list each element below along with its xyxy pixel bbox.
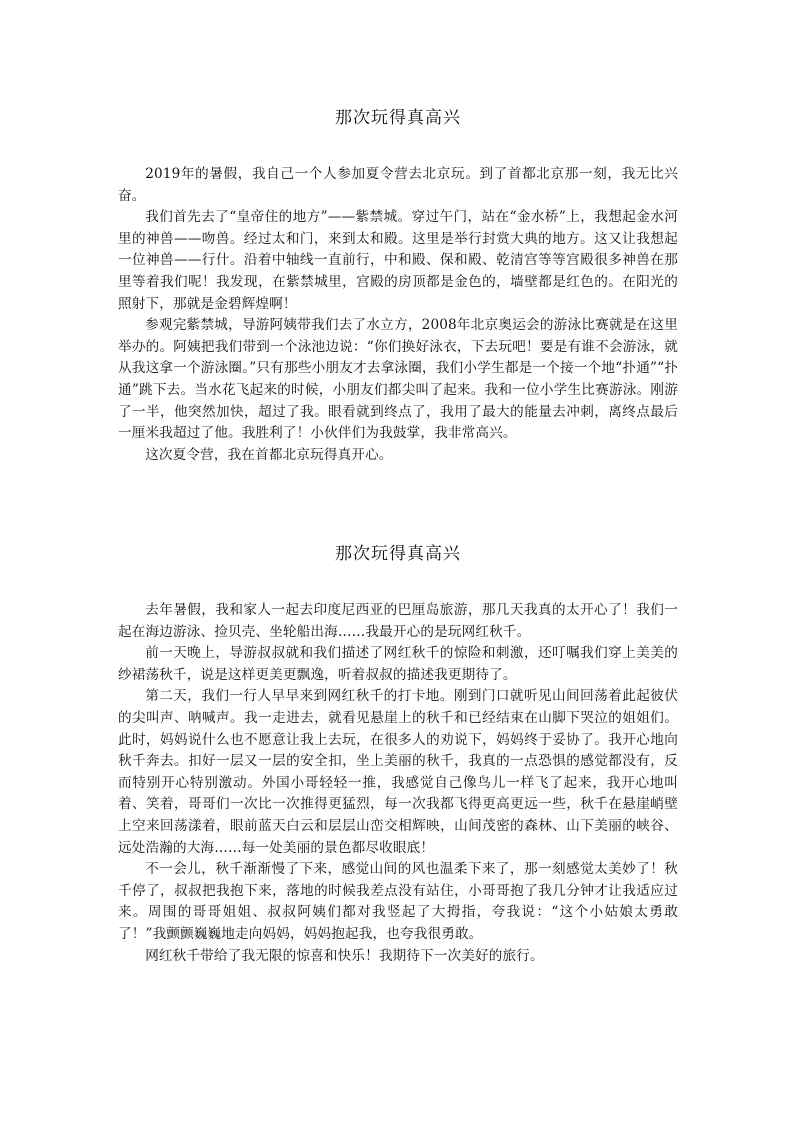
article-2-paragraph-5: 网红秋千带给了我无限的惊喜和快乐！我期待下一次美好的旅行。 (145, 947, 544, 964)
article-2 (118, 542, 678, 967)
article-1-paragraph-1: 2019年的暑假，我自己一个人参加夏令营去北京玩。到了首都北京那一刻，我无比兴奋。 (118, 166, 678, 204)
article-2-paragraph-4: 不一会儿，秋千渐渐慢了下来，感觉山间的风也温柔下来了，那一刻感觉太美妙了！秋千停了，叔叔把我抱下来，落地的时候我差点没有站住，小哥哥抱了我几分钟才让我适应过来。周围的哥哥姐姐、叔叔阿姨们都对我竖起了大拇指，夸我说：“这个小姑娘太勇敢了！”我颤颤巍巍地走向妈妈，妈妈抱起我，也夸我很勇敢。 (118, 861, 678, 942)
article-1-title: 那次玩得真高兴 (335, 108, 461, 128)
article-1-paragraph-4: 这次夏令营，我在首都北京玩得真开心。 (145, 446, 393, 463)
article-1-paragraph-3: 参观完紫禁城，导游阿姨带我们去了水立方，2008年北京奥运会的游泳比赛就是在这里举办的。阿姨把我们带到一个泳池边说：“你们换好泳衣，下去玩吧！要是有谁不会游泳，就从我这拿一个游泳圈。”只有那些小朋友才去拿泳圈，我们小学生都是一个接一个地“扑通”“扑通”跳下去。当水花飞起来的时候，小朋友们都尖叫了起来。我和一位小学生比赛游泳。刚游了一半，他突然加快，超过了我。眼看就到终点了，我用了最大的能量去冲刺，离终点最后一厘米我超过了他。我胜利了！小伙伴们为我鼓掌，我非常高兴。 (118, 317, 678, 442)
article-1 (118, 106, 678, 466)
article-2-paragraph-3: 第二天，我们一行人早早来到网红秋千的打卡地。刚到门口就听见山间回荡着此起彼伏的尖叫声、呐喊声。我一走进去，就看见悬崖上的秋千和已经结束在山脚下哭泣的姐姐们。此时，妈妈说什么也不愿意让我上去玩，在很多人的劝说下，妈妈终于妥协了。我开心地向秋千奔去。扣好一层又一层的安全扣，坐上美丽的秋千，我真的一点恐惧的感觉都没有，反而特别开心特别激动。外国小哥轻轻一推，我感觉自己像鸟儿一样飞了起来，我开心地叫着、笑着，哥哥们一次比一次推得更猛烈，每一次我都飞得更高更远一些，秋千在悬崖峭壁上空来回荡漾着，眼前蓝天白云和层层山峦交相辉映，山间茂密的森林、山下美丽的峡谷、远处浩瀚的大海……每一处美丽的景色都尽收眼底！ (118, 688, 678, 856)
article-2-title: 那次玩得真高兴 (335, 544, 461, 564)
article-2-paragraph-1: 去年暑假，我和家人一起去印度尼西亚的巴厘岛旅游，那几天我真的太开心了！我们一起在海边游泳、捡贝壳、坐轮船出海……我最开心的是玩网红秋千。 (118, 602, 678, 640)
article-1-paragraph-2: 我们首先去了“皇帝住的地方”——紫禁城。穿过午门，站在“金水桥”上，我想起金水河里的神兽——吻兽。经过太和门，来到太和殿。这里是举行封赏大典的地方。这又让我想起一位神兽——行什。沿着中轴线一直前行，中和殿、保和殿、乾清宫等等宫殿很多神兽在那里等着我们呢！我发现，在紫禁城里，宫殿的房顶都是金色的，墙壁都是红色的。在阳光的照射下，那就是金碧辉煌啊！ (118, 209, 678, 312)
article-2-paragraph-2: 前一天晚上，导游叔叔就和我们描述了网红秋千的惊险和刺激，还叮嘱我们穿上美美的纱裙荡秋千，说是这样更美更飘逸，听着叔叔的描述我更期待了。 (118, 645, 678, 683)
